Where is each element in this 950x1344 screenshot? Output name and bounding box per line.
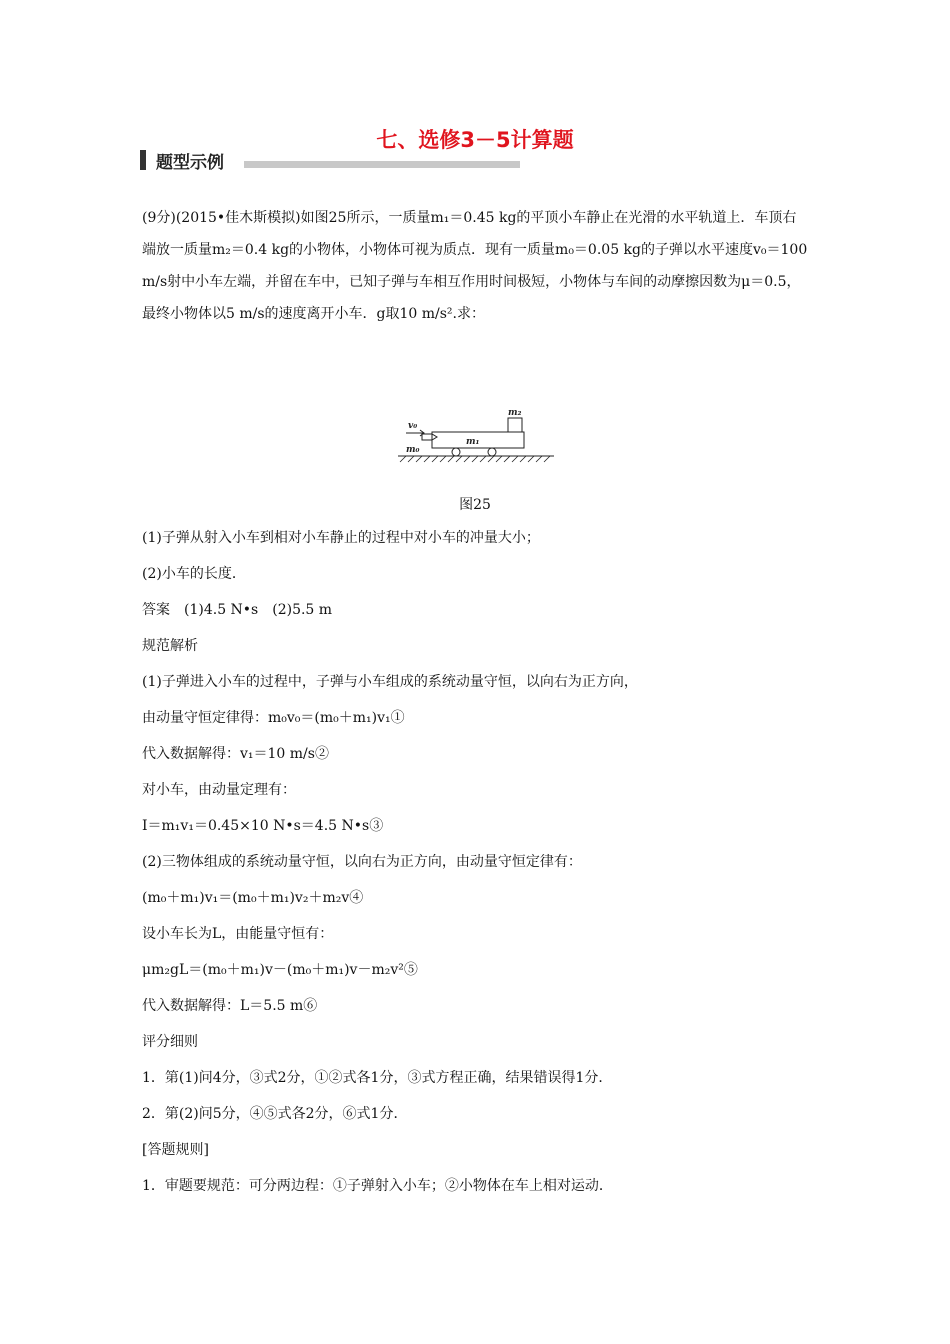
scoring-heading: 评分细则 bbox=[142, 1034, 198, 1050]
solution-line: 代入数据解得：v₁＝10 m/s② bbox=[142, 746, 329, 762]
answer-rule: 1．审题要规范：可分两边程：①子弹射入小车；②小物体在车上相对运动． bbox=[142, 1178, 613, 1194]
wheel-right bbox=[488, 448, 496, 456]
solution-line: 对小车，由动量定理有： bbox=[142, 782, 296, 798]
small-object bbox=[508, 418, 522, 432]
scoring-rule: 2．第(2)问5分，④⑤式各2分，⑥式1分． bbox=[142, 1106, 408, 1122]
figure-caption: 图25 bbox=[459, 497, 491, 513]
label-m0: m₀ bbox=[406, 445, 420, 455]
wheel-left bbox=[452, 448, 460, 456]
heading-bar-marker bbox=[140, 150, 146, 170]
solution-line: 由动量守恒定律得：m₀v₀＝(m₀＋m₁)v₁① bbox=[142, 710, 405, 726]
solution-heading: 规范解析 bbox=[142, 638, 198, 654]
solution-line: (m₀＋m₁)v₁＝(m₀＋m₁)v₂＋m₂v④ bbox=[142, 890, 364, 906]
page-title: 七、选修3－5计算题 bbox=[376, 128, 574, 152]
scoring-rule: 1．第(1)问4分，③式2分，①②式各1分，③式方程正确，结果错误得1分． bbox=[142, 1070, 613, 1086]
answer-rules-heading: [答题规则] bbox=[142, 1142, 209, 1158]
problem-statement: (9分)(2015•佳木斯模拟)如图25所示，一质量m₁＝0.45 kg的平顶小车静止在光滑的水平轨道上．车顶右端放一质量m₂＝0.4 kg的小物体，小物体可视为质点．现有一质量m₀＝0.05 kg的子弹以水平速度v₀＝100 m/s射中小车左端，并留在车中，已知子弹与车相互作用时间极短，小物体与车间的动摩擦因数为μ＝0.5，最终小物体以5 m/s的速度离开小车．g取10 m/s².求： bbox=[142, 210, 808, 322]
question-2: (2)小车的长度． bbox=[142, 566, 246, 582]
solution-line: (1)子弹进入小车的过程中，子弹与小车组成的系统动量守恒，以向右为正方向， bbox=[142, 674, 638, 690]
solution-line: (2)三物体组成的系统动量守恒，以向右为正方向，由动量守恒定律有： bbox=[142, 854, 582, 870]
solution-line: 设小车长为L，由能量守恒有： bbox=[142, 926, 334, 942]
section-heading-label: 题型示例 bbox=[156, 153, 224, 173]
label-m1: m₁ bbox=[466, 437, 480, 447]
solution-line: μm₂gL＝(m₀＋m₁)v－(m₀＋m₁)v－m₂v²⑤ bbox=[142, 962, 418, 978]
figure-diagram bbox=[396, 404, 556, 466]
ground-hatch bbox=[400, 456, 550, 462]
label-m2: m₂ bbox=[508, 408, 522, 418]
solution-line: I＝m₁v₁＝0.45×10 N•s＝4.5 N•s③ bbox=[142, 818, 384, 834]
answer-line: 答案 (1)4.5 N•s (2)5.5 m bbox=[142, 602, 333, 618]
heading-rule bbox=[244, 161, 520, 168]
solution-line: 代入数据解得：L＝5.5 m⑥ bbox=[142, 998, 318, 1014]
section-heading bbox=[140, 148, 525, 172]
bullet-shape bbox=[422, 434, 437, 440]
label-v0: v₀ bbox=[408, 421, 418, 431]
question-1: (1)子弹从射入小车到相对小车静止的过程中对小车的冲量大小； bbox=[142, 530, 540, 546]
cart-bullet-figure bbox=[396, 404, 556, 470]
